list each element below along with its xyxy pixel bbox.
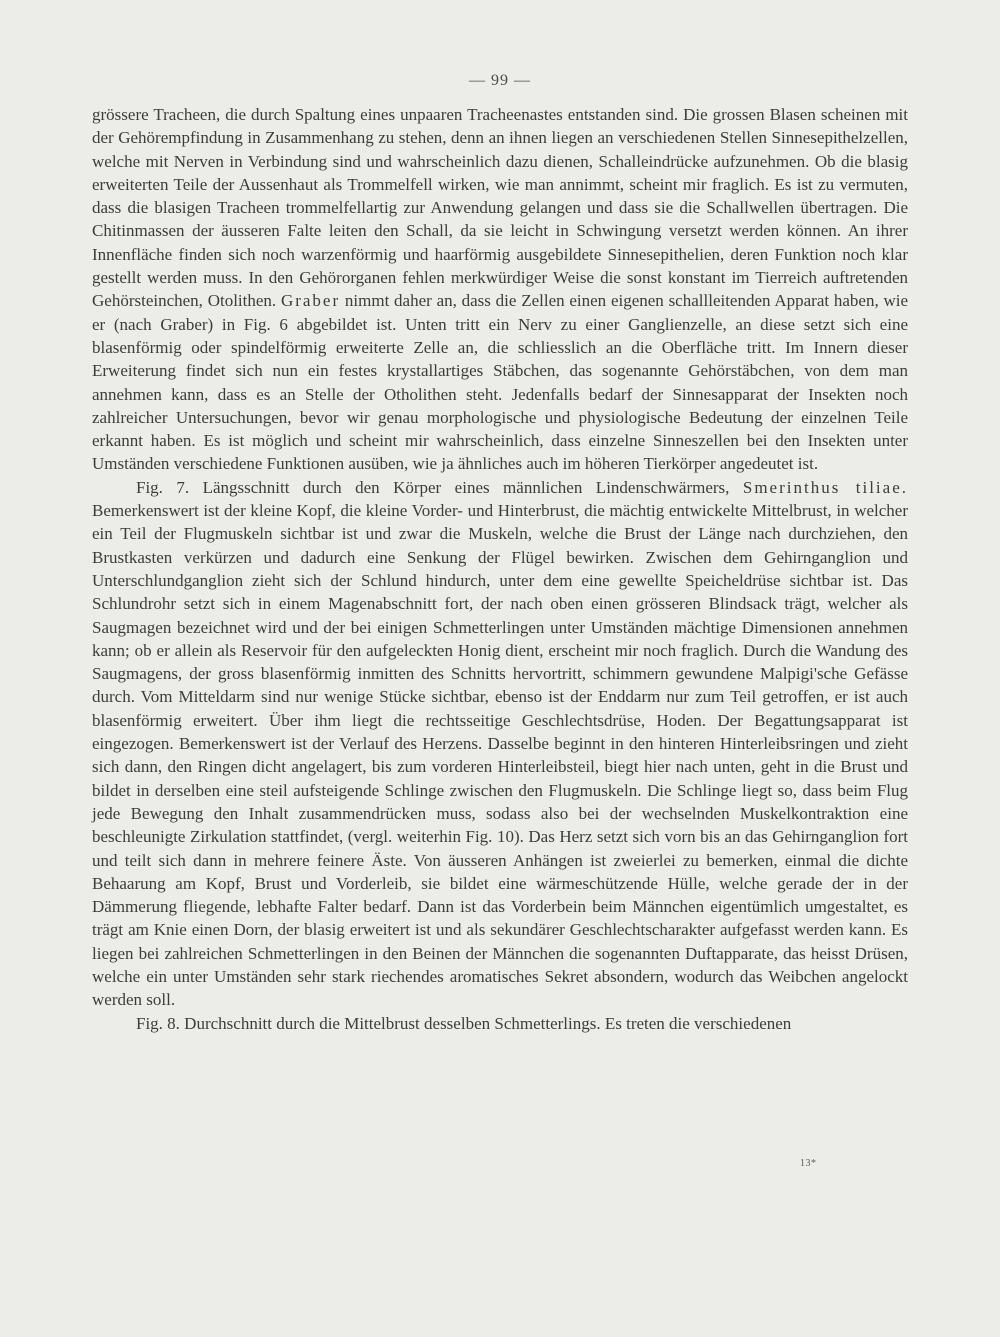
body-text [92,103,908,1035]
page-number: — 99 — [469,72,531,89]
fig-7-description: Bemerkenswert ist der kleine Kopf, die kleine Vorder- und Hinterbrust, die mächtig entwickelte Mittelbrust, in welcher ein Teil der Flugmuskeln sichtbar ist und zwar die Muskeln, welche die Brust der Länge nach durchziehen, den Brustkasten verkürzen und dadurch eine Senkung der Flügel bewirken. Zwischen dem Gehirnganglion und Unterschlundganglion zieht sich der Schlund hindurch, unter dem eine gewellte Speicheldrüse sichtbar ist. Das Schlundrohr setzt sich in einem Magenabschnitt fort, der nach oben einen grösseren Blindsack trägt, welcher als Saugmagen bezeichnet wird und der bei einigen Schmetterlingen unter Umständen mächtige Dimensionen annehmen kann; ob er allein als Reservoir für den aufgeleckten Honig dient, erscheint mir noch fraglich. Durch die Wandung des Saugmagens, der gross blasenförmig inmitten des Schnitts hervortritt, schimmern gewundene Malpigi'sche Gefässe durch. Vom Mitteldarm sind nur wenige Stücke sichtbar, ebenso ist der Enddarm nur zum Teil getroffen, er ist auch blasenförmig erweitert. Über ihm liegt die rechtsseitige Geschlechtsdrüse, Hoden. Der Begattungsapparat ist eingezogen. Bemerkenswert ist der Verlauf des Herzens. Dasselbe beginnt in den hinteren Hinterleibsringen und zieht sich dann, den Ringen dicht angelagert, bis zum vorderen Hinterleibsteil, biegt hier nach unten, geht in die Brust und bildet in derselben eine steil aufsteigende Schlinge zwischen den Flugmuskeln. Die Schlinge liegt so, dass beim Flug jede Bewegung den Inhalt zusammendrücken muss, sodass also bei der wechselnden Muskelkontraktion eine beschleunigte Zirkulation stattfindet, (vergl. weiterhin Fig. 10). Das Herz setzt sich vorn bis an das Gehirnganglion fort und teilt sich dann in mehrere feinere Äste. Von äusseren Anhängen ist zweierlei zu bemerken, einmal die dichte Behaarung am Kopf, Brust und Vorderleib, sie bildet eine wärmeschützende Hülle, welche gerade der in der Dämmerung fliegende, lebhafte Falter bedarf. Dann ist das Vorderbein beim Männchen eigentümlich umgestaltet, es trägt am Knie einen Dorn, der blasig erweitert ist und als sekundärer Geschlechtscharakter aufgefasst werden kann. Es liegen bei zahlreichen Schmetterlingen in den Beinen der Männchen die sogenannten Duftapparate, das heisst Drüsen, welche ein unter Umständen sehr stark riechendes aromatisches Sekret absondern, wodurch das Weibchen angelockt werden soll. [92,501,908,1010]
paragraph-tracheen-text: grössere Tracheen, die durch Spaltung eines unpaaren Tracheenastes entstanden sind. Die grossen Blasen scheinen mit der Gehörempfindung in Zusammenhang zu stehen, denn an ihnen liegen an verschiedenen Stellen Sinnesepithelzellen, welche mit Nerven in Verbindung sind und wahrscheinlich dazu dienen, Schalleindrücke aufzunehmen. Ob die blasig erweiterten Teile der Aussenhaut als Trommelfell wirken, wie man annimmt, scheint mir fraglich. Es ist zu vermuten, dass die blasigen Tracheen trommelfellartig zur Anwendung gelangen und dass sie die Schallwellen übertragen. Die Chitinmassen der äusseren Falte leiten den Schall, da sie leicht in Schwingung versetzt werden können. An ihrer Innenfläche finden sich noch warzenförmig und haarförmig ausgebildete Sinnesepithelien, deren Funktion noch klar gestellt werden muss. In den Gehörorganen fehlen merkwürdiger Weise die sonst konstant im Tierreich auftretenden Gehörsteinchen, Otolithen. [92,105,908,311]
signature-mark: 13* [800,1158,817,1169]
paragraph-tracheen [92,103,908,476]
fig-7-caption-start: Fig. 7. Längsschnitt durch den Körper eines männlichen Lindenschwärmers, [136,477,730,497]
species-name: Smerinthus tiliae. [742,477,908,497]
paragraph-tracheen-continuation: nimmt daher an, dass die Zellen einen eigenen schallleitenden Apparat haben, wie er (nach Graber) in Fig. 6 abgebildet ist. Unten tritt ein Nerv zu einer Ganglienzelle, an diese setzt sich eine blasenförmig oder spindelförmig erweiterte Zelle an, die schliesslich an die Oberfläche tritt. Im Innern dieser Erweiterung findet sich nun ein festes krystallartiges Stäbchen, das sogenannte Gehörstäbchen, von dem man annehmen kann, dass es an Stelle der Otholithen steht. Jedenfalls bedarf der Sinnesapparat der Insekten noch zahlreicher Untersuchungen, bevor wir genau morphologische und physiologische Bedeutung der einzelnen Teile erkannt haben. Es ist möglich und scheint mir wahrscheinlich, dass einzelne Sinneszellen bei den Insekten unter Umständen verschiedene Funktionen ausüben, wie ja ähnliches auch im höheren Tierkörper angedeutet ist. [92,291,909,474]
paragraph-fig-8: Fig. 8. Durchschnitt durch die Mittelbrust desselben Schmetterlings. Es treten die verschiedenen [136,1013,792,1033]
paragraph-fig-7 [92,476,908,1012]
author-name-graber: Graber [280,291,341,311]
